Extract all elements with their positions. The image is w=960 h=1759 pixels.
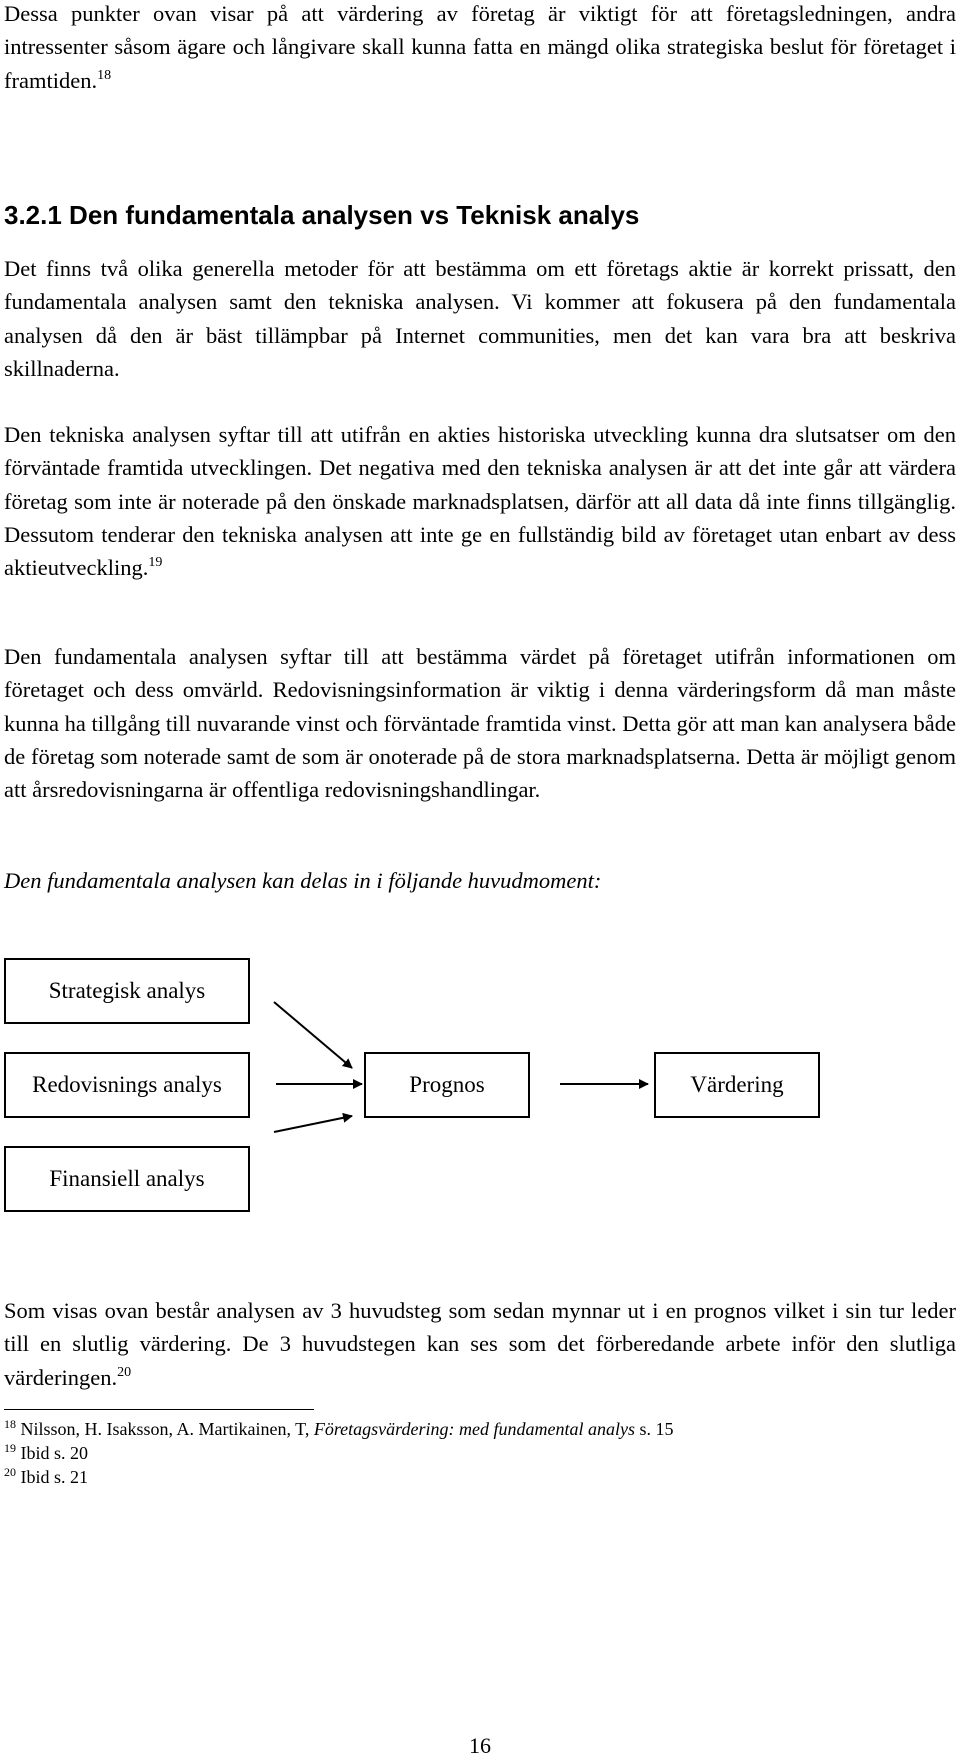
box-financial-analysis: Finansiell analys xyxy=(4,1146,250,1212)
paragraph-valuation-importance: Dessa punkter ovan visar på att värdering av företag är viktigt för att företagsledningen, andra intressenter såsom ägare och långivare skall kunna fatta en mängd olika strategiska beslut för företaget i framtiden.$^{18}$ xyxy=(4,1,956,93)
box-valuation: Värdering xyxy=(654,1052,820,1118)
arrow-financial-to-accounting xyxy=(274,1116,352,1132)
footnote-ref-19[interactable]: 19 xyxy=(148,555,163,571)
box-strategic-analysis: Strategisk analys xyxy=(4,958,250,1024)
section-heading: 3.2.1 Den fundamentala analysen vs Teknisk analys xyxy=(4,200,640,230)
page-number: 16 xyxy=(469,1733,491,1758)
arrow-strategic-to-accounting xyxy=(274,1002,352,1068)
footnote-ref-20[interactable]: 20 xyxy=(117,1364,132,1380)
paragraph-technical-analysis: Den tekniska analysen syftar till att utifrån en akties historiska utveckling kunna dra slutsatser om den förväntade framtida utvecklingen. Det negativa med den tekniska analysen är att det inte går att värdera företag som inte är noterade på den önskade marknadsplatsen, därför att all data då inte finns tillgänglig. Dessutom tenderar den tekniska analysen att inte ge en fullständig bild av företaget utan enbart av dess aktieutveckling.$^{19}$ xyxy=(4,422,956,581)
paragraph-summary: Som visas ovan består analysen av 3 huvudsteg som sedan mynnar ut i en prognos vilket i sin tur leder till en slutlig värdering. De 3 huvudstegen kan ses som det förberedande arbete inför den slutliga värderingen.$^{20}$ xyxy=(4,1298,956,1390)
paragraph-fundamental-analysis: Den fundamentala analysen syftar till att bestämma värdet på företaget utifrån informationen om företaget och dess omvärld. Redovisningsinformation är viktig i denna värderingsform då man måste kunna ha tillgång till nuvarande vinst och förväntade framtida vinst. Detta gör att man kan analysera både de företag som noterade samt de som är onoterade på de stora marknadsplatserna. Detta är möjligt genom att årsredovisningarna är offentliga redovisningshandlingar. xyxy=(4,644,956,803)
footnote-ref-18[interactable]: 18 xyxy=(97,67,112,83)
footnote-separator xyxy=(4,1409,314,1410)
footnote-19: $^{19}$ Ibid s. 20 xyxy=(4,1441,88,1463)
box-accounting-analysis: Redovisnings analys xyxy=(4,1052,250,1118)
box-forecast: Prognos xyxy=(364,1052,530,1118)
footnote-20: $^{20}$ Ibid s. 21 xyxy=(4,1465,88,1487)
paragraph-two-methods: Det finns två olika generella metoder för att bestämma om ett företags aktie är korrekt prissatt, den fundamentala analysen samt den tekniska analysen. Vi kommer att fokusera på den fundamentala analysen då den är bäst tillämpbar på Internet communities, men det kan vara bra att beskriva skillnaderna. xyxy=(4,256,956,381)
footnote-18: $^{18}$ Nilsson, H. Isaksson, A. Martikainen, T, Företagsvärdering: med fundamental analys s. 15 xyxy=(4,1417,674,1439)
diagram-intro: Den fundamentala analysen kan delas in i följande huvudmoment: xyxy=(4,868,602,893)
